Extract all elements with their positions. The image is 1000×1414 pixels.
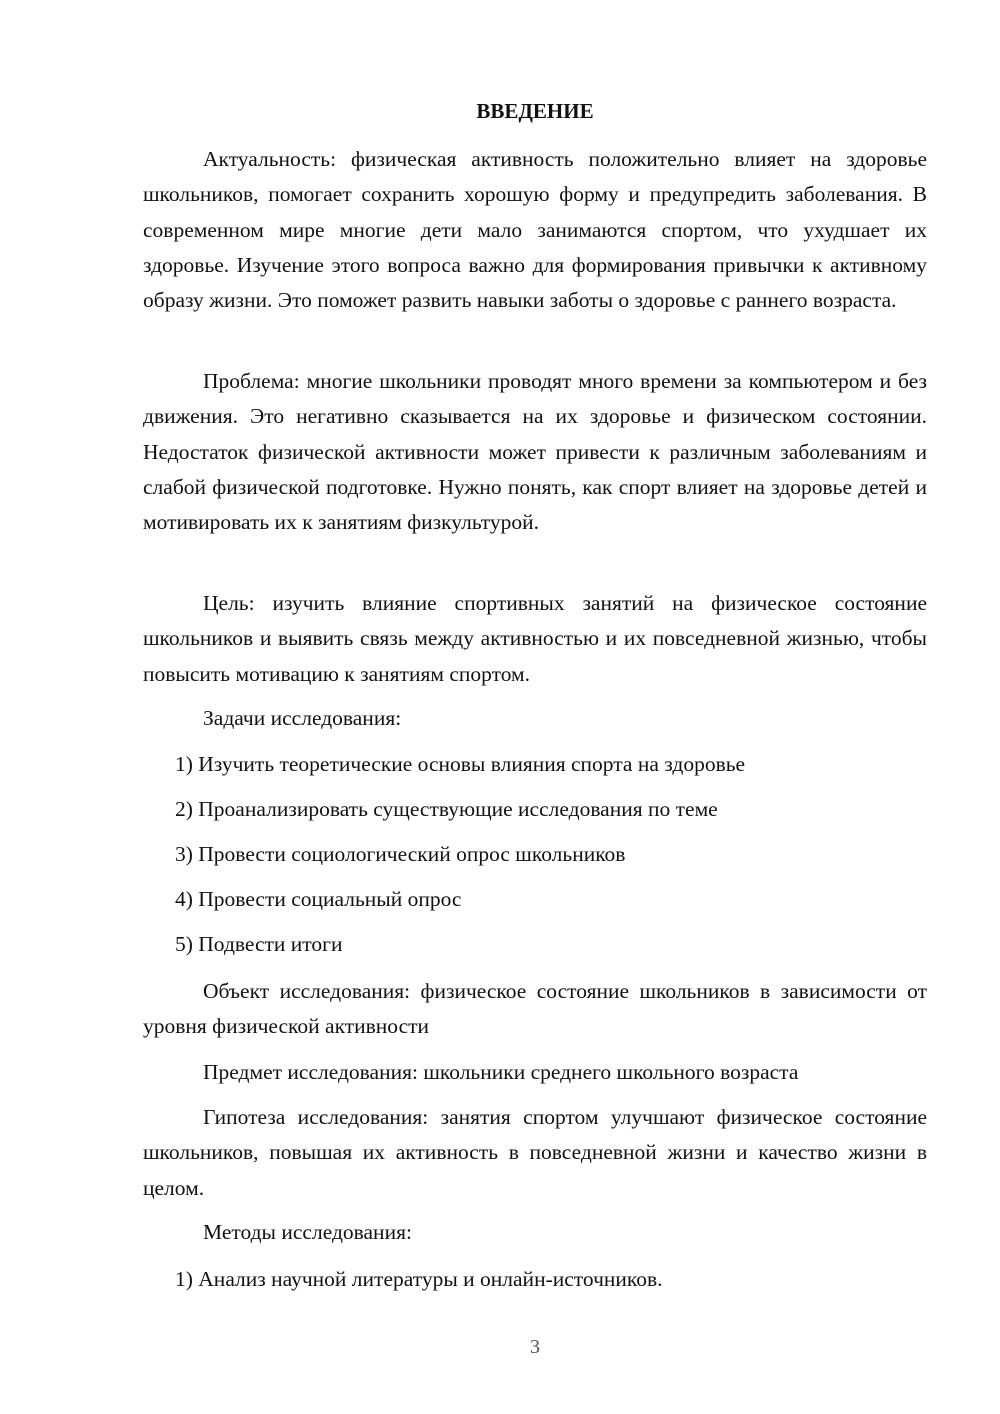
document-page [143,0,927,1414]
section-title: ВВЕДЕНИЕ [476,99,594,123]
page-number: 3 [530,1336,540,1358]
relevance-paragraph: Актуальность: физическая активность положительно влияет на здоровье школьников, помогает сохранить хорошую форму и предупредить заболевания. В современном мире многие дети мало занимаются спортом, что ухудшает их здоровье. Изучение этого вопроса важно для формирования привычки к активному образу жизни. Это поможет развить навыки заботы о здоровье с раннего возраста. [143,147,927,313]
task-item-4: 4) Провести социальный опрос [175,887,462,911]
methods-heading: Методы исследования: [203,1220,412,1244]
object-paragraph: Объект исследования: физическое состояние школьников в зависимости от уровня физической активности [143,979,927,1039]
task-item-5: 5) Подвести итоги [175,932,343,956]
task-item-3: 3) Провести социологический опрос школьников [175,842,626,866]
problem-paragraph: Проблема: многие школьники проводят много времени за компьютером и без движения. Это негативно сказывается на их здоровье и физическом состоянии. Недостаток физической активности может привести к различным заболеваниям и слабой физической подготовке. Нужно понять, как спорт влияет на здоровье детей и мотивировать их к занятиям физкультурой. [143,369,927,535]
task-item-1: 1) Изучить теоретические основы влияния спорта на здоровье [175,752,746,776]
goal-paragraph: Цель: изучить влияние спортивных занятий на физическое состояние школьников и выявить связь между активностью и их повседневной жизнью, чтобы повысить мотивацию к занятиям спортом. [143,591,927,686]
hypothesis-paragraph: Гипотеза исследования: занятия спортом улучшают физическое состояние школьников, повышая их активность в повседневной жизни и качество жизни в целом. [143,1105,927,1200]
task-item-2: 2) Проанализировать существующие исследования по теме [175,797,718,821]
subject-paragraph: Предмет исследования: школьники среднего школьного возраста [203,1060,799,1084]
tasks-heading: Задачи исследования: [203,706,402,730]
method-item-1: 1) Анализ научной литературы и онлайн-источников. [175,1267,663,1291]
